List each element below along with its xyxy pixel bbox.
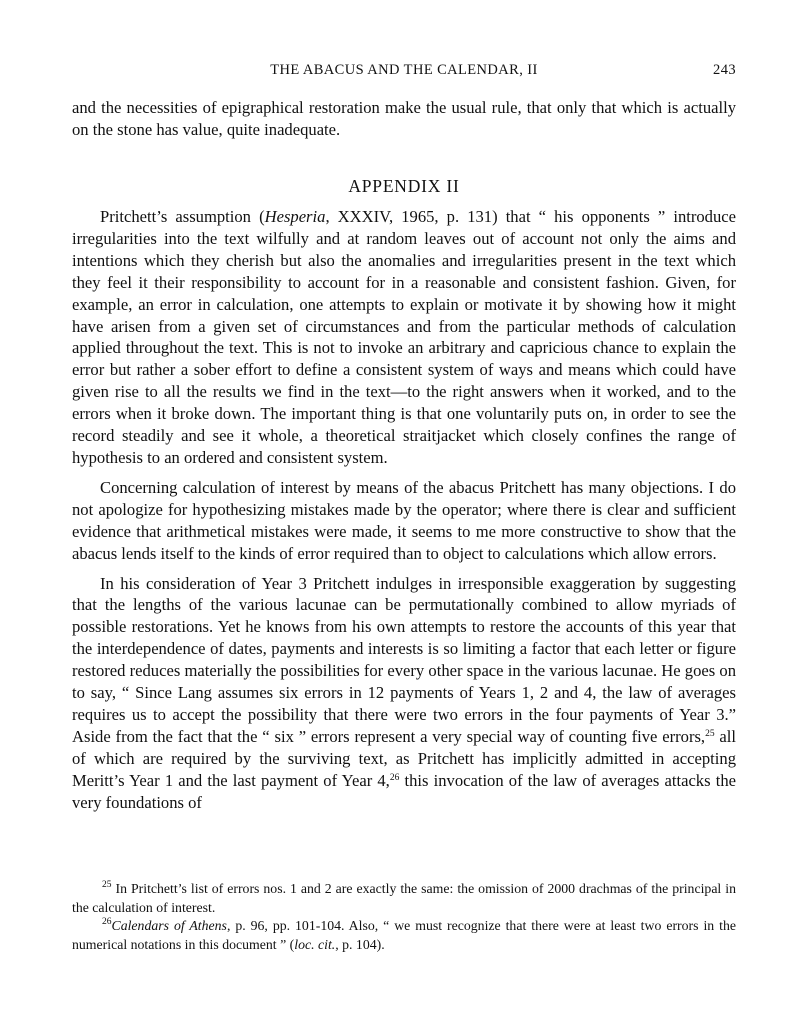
footnote-ref-25[interactable]: 25: [705, 728, 715, 739]
running-head: [72, 62, 736, 84]
appendix-heading: APPENDIX II: [348, 176, 460, 196]
footnote-25-marker: 25: [102, 880, 112, 890]
footnote-26-title: Calendars of Athens: [111, 918, 227, 934]
paragraph-1-rest: , XXXIV, 1965, p. 131) that “ his opponents ” introduce irregularities into the text wilfully and at random leaves out of account not only the aims and intentions which they cherish but also the anomalies and irregularities present in the text which they feel it their responsibility to account for in a reasonable and consistent fashion. Given, for example, an error in calculation, one attempts to explain or motivate it by showing how it might have arisen from a given set of circumstances and from the particular methods of calculation applied throughout the text. This is not to invoke an arbitrary and capricious chance to explain the error but rather a sober effort to define a consistent system of ways and means which could have given rise to all the results we find in the text—to the right answers when it worked, and to the errors when it broke down. The important thing is that one voluntarily puts on, in order to see the record steadily and see it whole, a theoretical straitjacket which closely confines the range of hypothesis to an ordered and consistent system.: [72, 207, 736, 467]
paragraph-2: Concerning calculation of interest by means of the abacus Pritchett has many objections. I do not apologize for hypothesizing mistakes made by the operator; where there is clear and sufficient evidence that arithmetical mistakes were made, it seems to me more constructive to show that the abacus lends itself to the kinds of error required than to object to calculations which allow errors.: [72, 477, 736, 563]
footnote-26-end: , p. 104).: [335, 936, 385, 952]
footnotes: [72, 880, 736, 954]
paragraph-3-part-3: this invocation of the law of averages attacks the very foundations of: [72, 770, 736, 812]
page-number: 243: [713, 62, 736, 78]
footnote-25-text: In Pritchett’s list of errors nos. 1 and 2 are exactly the same: the omission of 2000 drachmas of the principal in the calculation of interest.: [72, 881, 736, 915]
citation-hesperia: Hesperia: [264, 207, 326, 226]
paragraph-3: [72, 573, 736, 814]
footnote-26-marker: 26: [102, 917, 112, 928]
paragraph-1: [72, 206, 736, 469]
intro-paragraph-block: [72, 97, 736, 141]
footnote-ref-26[interactable]: 26: [389, 772, 400, 783]
footnote-26-mid: , p. 96, pp. 101-104. Also, “ we must recognize that there were at least two errors in the numerical notations in this document ” (: [72, 918, 736, 952]
paragraph-1-lead: Pritchett’s assumption (: [100, 207, 265, 226]
footnote-25: [72, 880, 736, 917]
running-title: THE ABACUS AND THE CALENDAR, II: [270, 62, 538, 78]
paragraph-3-part-2: all of which are required by the surviving text, as Pritchett has implicitly admitted in accepting Meritt’s Year 1 and the last payment of Year 4,: [72, 726, 737, 790]
intro-paragraph: and the necessities of epigraphical restoration make the usual rule, that only that which is actually on the stone has value, quite inadequate.: [72, 98, 736, 139]
main-text: [72, 206, 736, 813]
paragraph-3-part-1: In his consideration of Year 3 Pritchett indulges in irresponsible exaggeration by suggesting that the lengths of the various lacunae can be permutationally combined to allow myriads of possible restorations. Yet he knows from his own attempts to restore the accounts of this year that the interdependence of dates, payments and interests is so limiting a factor that each letter or figure restored reduces materially the possibilities for every other space in the various lacunae. He goes on to say, “ Since Lang assumes six errors in 12 payments of Years 1, 2 and 4, the law of averages requires us to accept the possibility that there were two errors in the four payments of Year 3.” Aside from the fact that the “ six ” errors represent a very special way of counting five errors,: [72, 573, 736, 746]
footnote-26: [72, 917, 736, 954]
footnote-26-loc-cit: loc. cit.: [294, 936, 336, 952]
